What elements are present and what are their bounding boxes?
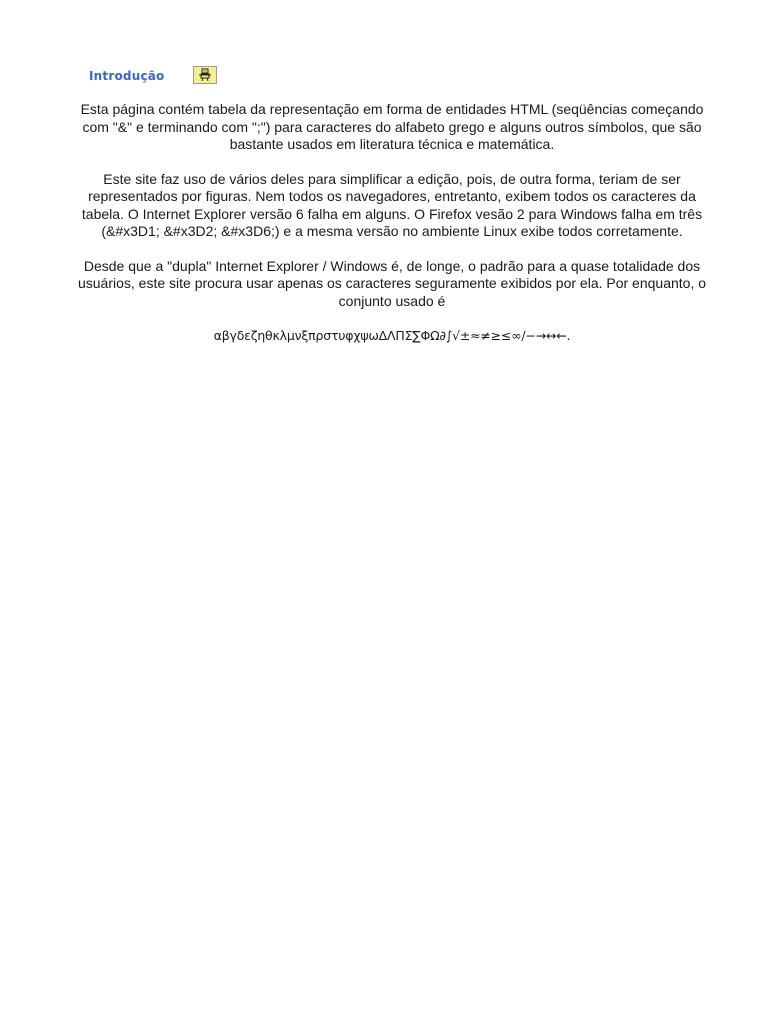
section-title: Introdução: [89, 69, 165, 83]
character-set-paragraph: Desde que a "dupla" Internet Explorer / Windows é, de longe, o padrão para a quase totalidade dos usuários, este site procura usar apenas os caracteres seguramente exibidos por ela. Por enquanto, o conjunto usado é: [77, 257, 707, 309]
intro-paragraph: Esta página contém tabela da representação em forma de entidades HTML (seqüências começando com "&" e terminando com ";") para caracteres do alfabeto grego e alguns outros símbolos, que são bastante usados em literatura técnica e matemática.: [80, 101, 704, 152]
browser-support-paragraph: Este site faz uso de vários deles para simplificar a edição, pois, de outra forma, teriam de ser representados por figuras. Nem todos os navegadores, entretanto, exibem todos os caracteres da tabela. O Internet Explorer versão 6 falha em alguns. O Firefox vesão 2 para Windows falha em três (&#x3D1; &#x3D2; &#x3D6;) e a mesma versão no ambiente Linux exibe todos corretamente.: [81, 170, 703, 239]
robot-home-icon: [197, 68, 213, 82]
intro-content: [72, 101, 712, 362]
section-header: [89, 66, 165, 86]
symbol-set: αβγδεζηθκλμνξπρστυφχψωΔΛΠΣ∑ΦΩ∂∫√±≈≠≥≤∞∕−→↔←.: [213, 328, 571, 343]
home-button[interactable]: [193, 66, 217, 84]
